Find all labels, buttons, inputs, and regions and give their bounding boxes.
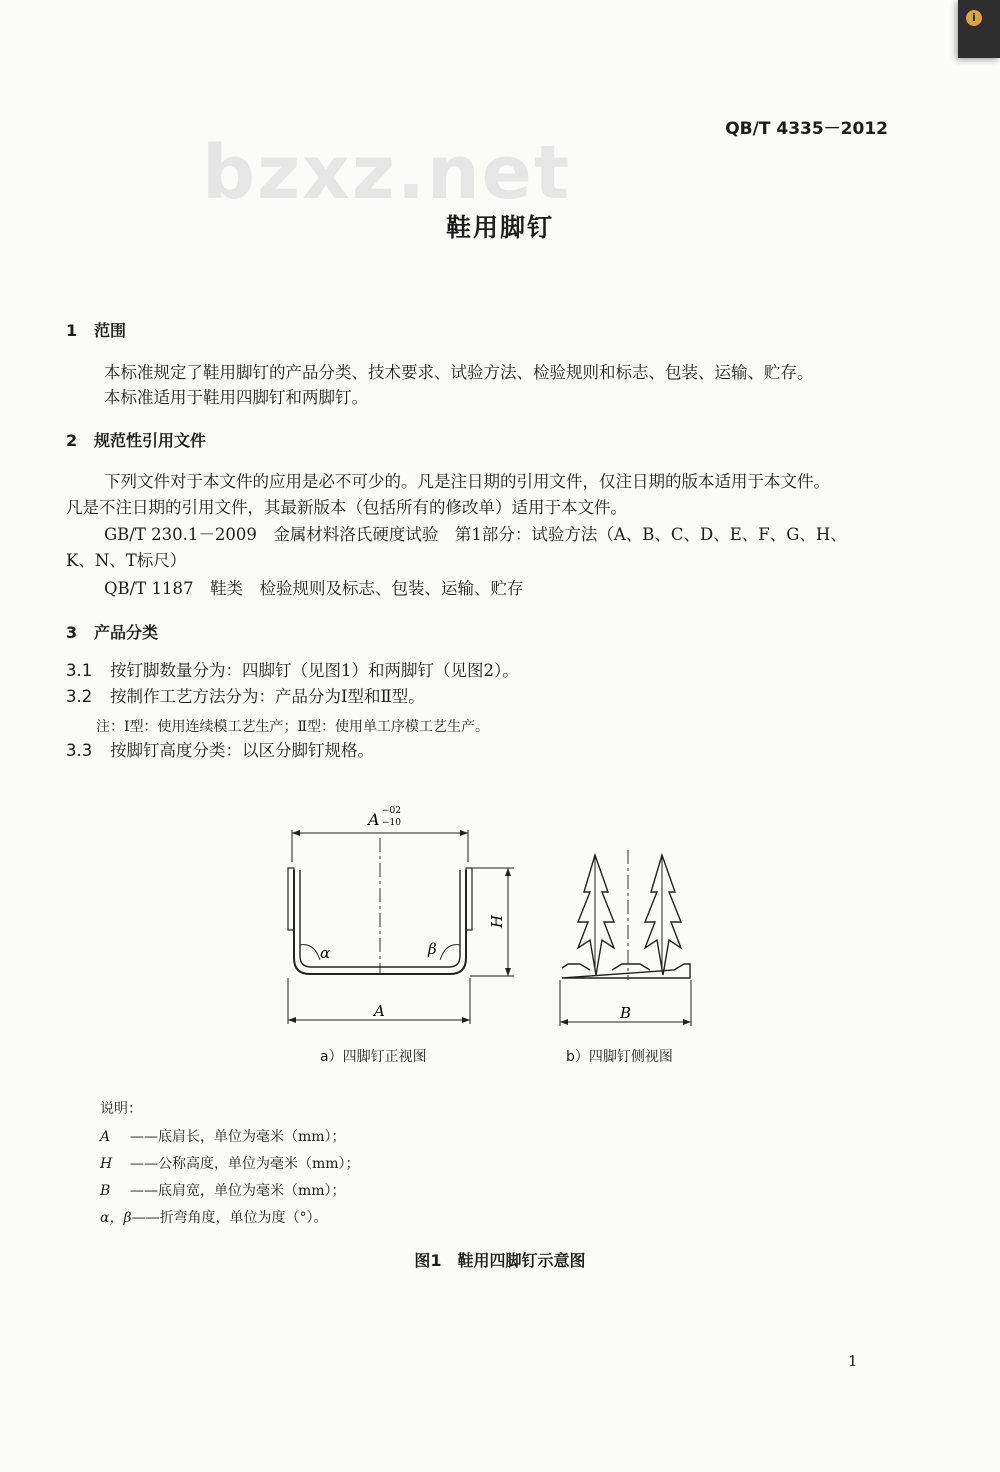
tolerance-upper: −02 xyxy=(382,806,401,816)
arrow-head xyxy=(505,968,511,976)
clause-number: 3.1 xyxy=(66,661,93,680)
section-number: 1 xyxy=(66,321,78,340)
clause-number: 3.3 xyxy=(66,741,93,760)
legend-symbol: H xyxy=(100,1156,113,1172)
clause-3-2 xyxy=(66,684,425,710)
clause-3-2-note: 注：Ⅰ型：使用连续模工艺生产；Ⅱ型：使用单工序模工艺生产。 xyxy=(96,719,490,735)
tolerance-lower: −10 xyxy=(382,818,401,828)
legend-text: ——底肩长，单位为毫米（mm）； xyxy=(130,1129,346,1145)
side-view-diagram xyxy=(550,840,700,1040)
legend-symbol: A xyxy=(100,1129,111,1145)
arrow-head xyxy=(560,1019,568,1025)
legend-symbol: α，β xyxy=(100,1210,132,1226)
arrow-head xyxy=(288,1017,296,1023)
page-title: 鞋用脚钉 xyxy=(445,213,554,242)
dimension-label-a-top: A xyxy=(368,810,380,829)
arrow-head xyxy=(292,830,300,836)
side-prong-right xyxy=(645,855,681,975)
legend-text: ——公称高度，单位为毫米（mm）； xyxy=(130,1156,360,1172)
section-number: 3 xyxy=(66,623,78,642)
clause-number: 3.2 xyxy=(66,687,93,706)
corner-overlay xyxy=(958,0,1000,58)
side-view-caption: b）四脚钉侧视图 xyxy=(566,1049,673,1065)
section-2-heading xyxy=(66,428,206,451)
reference-gbt-230-line-2: K、N、T标尺） xyxy=(66,551,187,570)
angle-label-beta: β xyxy=(428,940,437,958)
dimension-label-h: H xyxy=(488,914,506,928)
section-1-paragraph-1: 本标准规定了鞋用脚钉的产品分类、技术要求、试验方法、检验规则和标志、包装、运输、贮存。 xyxy=(104,363,814,382)
side-prong-left xyxy=(578,855,614,975)
section-title: 范围 xyxy=(94,321,127,340)
legend-item xyxy=(100,1153,360,1173)
watermark: bzxz.net xyxy=(202,130,572,216)
clause-text: 按钉脚数量分为：四脚钉（见图1）和两脚钉（见图2）。 xyxy=(110,661,519,680)
angle-label-alpha: α xyxy=(320,944,331,962)
legend-symbol: B xyxy=(100,1183,111,1199)
legend-item xyxy=(100,1180,346,1200)
section-1-paragraph-2: 本标准适用于鞋用四脚钉和两脚钉。 xyxy=(104,388,368,407)
side-base xyxy=(562,964,690,978)
section-2-paragraph-line-1: 下列文件对于本文件的应用是必不可少的。凡是注日期的引用文件，仅注日期的版本适用于本文件。 xyxy=(104,472,830,491)
clause-text: 按制作工艺方法分为：产品分为Ⅰ型和Ⅱ型。 xyxy=(110,687,425,706)
figure-title: 图1 鞋用四脚钉示意图 xyxy=(414,1251,586,1270)
dimension-label-a-bottom: A xyxy=(374,1002,385,1020)
document-code: QB/T 4335－2012 xyxy=(725,119,888,139)
clause-text: 按脚钉高度分类：以区分脚钉规格。 xyxy=(110,741,374,760)
angle-arc-alpha xyxy=(300,945,320,960)
section-title: 规范性引用文件 xyxy=(94,431,207,450)
legend-item xyxy=(100,1207,328,1227)
section-2-paragraph-line-2: 凡是不注日期的引用文件，其最新版本（包括所有的修改单）适用于本文件。 xyxy=(66,498,627,517)
front-view-caption: a）四脚钉正视图 xyxy=(320,1049,427,1065)
section-number: 2 xyxy=(66,431,78,450)
arrow-head xyxy=(462,1017,470,1023)
section-1-heading xyxy=(66,318,126,341)
section-3-heading xyxy=(66,620,158,643)
arrow-head xyxy=(505,868,511,876)
legend-text: ——底肩宽，单位为毫米（mm）； xyxy=(130,1183,346,1199)
angle-arc-beta xyxy=(440,945,460,960)
legend-item xyxy=(100,1126,346,1146)
legend-title: 说明： xyxy=(100,1101,142,1117)
clause-3-3 xyxy=(66,738,374,764)
reference-qbt-1187: QB/T 1187 鞋类 检验规则及标志、包装、运输、贮存 xyxy=(104,579,524,598)
dimension-label-b: B xyxy=(620,1004,632,1022)
info-icon[interactable]: i xyxy=(966,10,982,26)
front-view-diagram xyxy=(270,800,530,1040)
reference-gbt-230-line-1: GB/T 230.1－2009 金属材料洛氏硬度试验 第1部分：试验方法（A、B、C、D、E、F、G、H、 xyxy=(104,525,847,544)
arrow-head xyxy=(683,1019,691,1025)
arrow-head xyxy=(460,830,468,836)
page-number: 1 xyxy=(848,1352,858,1370)
clause-3-1 xyxy=(66,658,519,684)
legend-text: ——折弯角度，单位为度（°）。 xyxy=(131,1210,328,1226)
section-title: 产品分类 xyxy=(94,623,159,642)
